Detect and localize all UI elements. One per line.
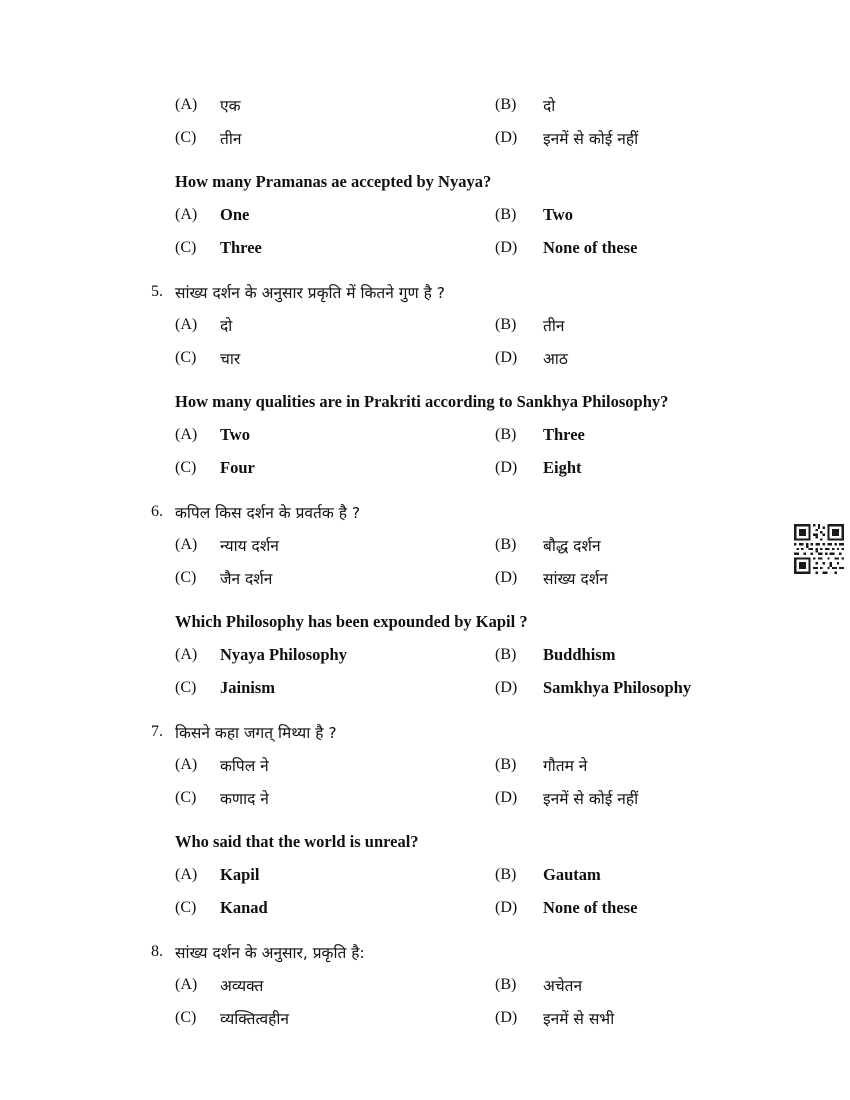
- option-label: (B): [495, 755, 517, 773]
- option-text: Eight: [543, 457, 582, 477]
- option-label: (A): [175, 975, 198, 993]
- option-label: (A): [175, 755, 198, 773]
- option-text: इनमें से सभी: [543, 1009, 615, 1028]
- options-row: [175, 418, 722, 451]
- option-label: (B): [495, 975, 517, 993]
- options-row: [175, 231, 722, 264]
- option-label: (D): [495, 568, 518, 586]
- option-text: न्याय दर्शन: [220, 536, 279, 555]
- option-text: इनमें से कोई नहीं: [543, 789, 639, 808]
- option-label: (A): [175, 205, 198, 223]
- options-row: [175, 781, 722, 814]
- option-text: इनमें से कोई नहीं: [543, 129, 639, 148]
- option-label: (B): [495, 645, 517, 663]
- question-block: [151, 924, 722, 1034]
- option-label: (B): [495, 535, 517, 553]
- question-text-english: Who said that the world is unreal?: [175, 831, 419, 851]
- option-label: (A): [175, 425, 198, 443]
- question-block: [151, 704, 722, 924]
- option-text: None of these: [543, 237, 638, 257]
- option-label: (C): [175, 238, 197, 256]
- option-text: गौतम ने: [543, 756, 588, 775]
- option-text: Jainism: [220, 677, 276, 697]
- option-label: (C): [175, 898, 197, 916]
- option-text: Kapil: [220, 864, 260, 884]
- question-number: 6.: [151, 502, 163, 520]
- option-text: तीन: [220, 129, 242, 148]
- option-text: Samkhya Philosophy: [543, 677, 692, 697]
- option-label: (B): [495, 865, 517, 883]
- option-text: None of these: [543, 897, 638, 917]
- question-text-english: How many qualities are in Prakriti according to Sankhya Philosophy?: [175, 391, 669, 411]
- exam-page: [151, 88, 722, 1034]
- option-text: Buddhism: [543, 644, 616, 664]
- qr-code: [793, 524, 845, 574]
- option-text: Two: [220, 424, 250, 444]
- options-row: [175, 748, 722, 781]
- question-text-english: Which Philosophy has been expounded by Kapil ?: [175, 611, 528, 631]
- option-text: तीन: [543, 316, 565, 335]
- options-row: [175, 528, 722, 561]
- options-row: [175, 121, 722, 154]
- option-label: (D): [495, 458, 518, 476]
- option-label: (A): [175, 315, 198, 333]
- option-text: आठ: [543, 349, 568, 368]
- option-label: (D): [495, 898, 518, 916]
- option-text: कणाद ने: [220, 789, 269, 808]
- option-text: व्यक्तित्वहीन: [220, 1009, 290, 1028]
- option-label: (A): [175, 645, 198, 663]
- option-label: (C): [175, 348, 197, 366]
- option-label: (D): [495, 1008, 518, 1026]
- question-number: 8.: [151, 942, 163, 960]
- options-row: [175, 561, 722, 594]
- question-block: [175, 88, 722, 264]
- option-label: (C): [175, 568, 197, 586]
- option-text: Kanad: [220, 897, 268, 917]
- question-line-hindi: [151, 484, 722, 528]
- question-text-english: How many Pramanas ae accepted by Nyaya?: [175, 171, 492, 191]
- question-line-hindi: [151, 704, 722, 748]
- options-row: [175, 671, 722, 704]
- option-label: (D): [495, 128, 518, 146]
- options-row: [175, 1001, 722, 1034]
- option-label: (D): [495, 348, 518, 366]
- option-text: Three: [220, 237, 262, 257]
- option-text: चार: [220, 349, 241, 368]
- option-label: (B): [495, 95, 517, 113]
- question-text-hindi: कपिल किस दर्शन के प्रवर्तक है ?: [175, 503, 361, 522]
- question-block: [151, 484, 722, 704]
- question-text-hindi: सांख्य दर्शन के अनुसार प्रकृति में कितने गुण है ?: [175, 283, 446, 302]
- option-text: अचेतन: [543, 976, 583, 995]
- option-text: One: [220, 204, 250, 224]
- option-label: (C): [175, 458, 197, 476]
- option-label: (A): [175, 535, 198, 553]
- option-label: (B): [495, 425, 517, 443]
- options-row: [175, 198, 722, 231]
- option-text: दो: [543, 96, 556, 115]
- option-text: Nyaya Philosophy: [220, 644, 347, 664]
- option-label: (D): [495, 678, 518, 696]
- option-label: (C): [175, 678, 197, 696]
- question-line-hindi: [151, 924, 722, 968]
- option-text: दो: [220, 316, 233, 335]
- option-text: कपिल ने: [220, 756, 269, 775]
- options-row: [175, 891, 722, 924]
- question-number: 7.: [151, 722, 163, 740]
- option-text: एक: [220, 96, 241, 115]
- option-label: (C): [175, 1008, 197, 1026]
- option-label: (A): [175, 865, 198, 883]
- options-row: [175, 308, 722, 341]
- option-text: अव्यक्त: [220, 976, 264, 995]
- option-text: Two: [543, 204, 573, 224]
- option-text: Three: [543, 424, 585, 444]
- option-text: बौद्ध दर्शन: [543, 536, 601, 555]
- option-label: (C): [175, 788, 197, 806]
- question-block: [151, 264, 722, 484]
- question-text-hindi: सांख्य दर्शन के अनुसार, प्रकृति है:: [175, 943, 365, 962]
- option-text: जैन दर्शन: [220, 569, 273, 588]
- options-row: [175, 341, 722, 374]
- option-label: (A): [175, 95, 198, 113]
- option-text: Four: [220, 457, 255, 477]
- options-row: [175, 858, 722, 891]
- option-label: (D): [495, 788, 518, 806]
- option-label: (B): [495, 315, 517, 333]
- option-text: सांख्य दर्शन: [543, 569, 608, 588]
- option-label: (C): [175, 128, 197, 146]
- options-row: [175, 451, 722, 484]
- options-row: [175, 968, 722, 1001]
- question-text-hindi: किसने कहा जगत् मिथ्या है ?: [175, 723, 337, 742]
- options-row: [175, 88, 722, 121]
- question-number: 5.: [151, 282, 163, 300]
- option-label: (B): [495, 205, 517, 223]
- option-text: Gautam: [543, 864, 601, 884]
- question-line-hindi: [151, 264, 722, 308]
- option-label: (D): [495, 238, 518, 256]
- options-row: [175, 638, 722, 671]
